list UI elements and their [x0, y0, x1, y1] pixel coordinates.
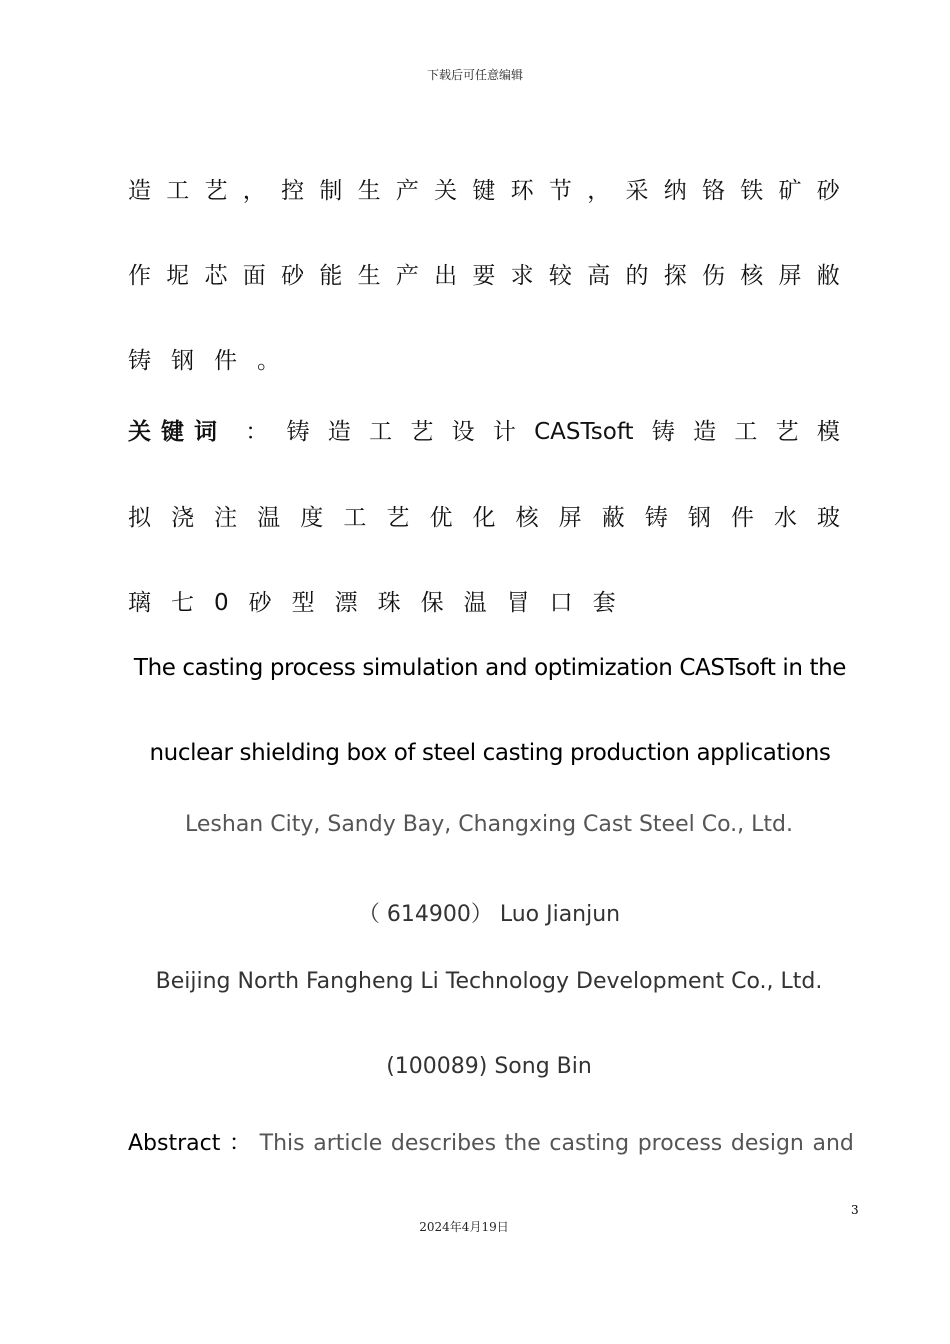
abstract-word: design	[730, 1131, 804, 1156]
body-char: 砂	[281, 263, 305, 289]
keyword-char: 漂	[334, 590, 358, 616]
keyword-char: 化	[472, 505, 496, 531]
body-char: 生	[357, 263, 381, 289]
body-char: 求	[510, 263, 534, 289]
body-char: 铬	[701, 178, 725, 204]
body-char: 节	[548, 178, 572, 204]
body-char: 件	[214, 348, 237, 374]
keyword-char: 优	[429, 505, 453, 531]
keyword-char: 保	[420, 590, 444, 616]
page-header: 下载后可任意编辑	[426, 68, 523, 82]
body-char: ，	[587, 178, 611, 204]
body-char: ，	[242, 178, 266, 204]
body-char: 造	[128, 178, 151, 204]
keyword-char: 蔽	[601, 505, 625, 531]
footer-date: 2024年4月19日	[419, 1220, 509, 1234]
keyword-char: 造	[693, 419, 717, 445]
keywords-line-1	[128, 413, 840, 446]
keyword-char: 七	[171, 590, 194, 616]
keyword-char: 璃	[128, 590, 151, 616]
keyword-char: ：	[245, 419, 269, 445]
body-char: 砂	[816, 178, 840, 204]
abstract-word: article	[313, 1131, 383, 1156]
body-char: 敝	[816, 263, 840, 289]
body-char: 矿	[778, 178, 802, 204]
body-char: 的	[625, 263, 649, 289]
body-char: 关	[434, 178, 458, 204]
body-char: 较	[548, 263, 572, 289]
body-char: 探	[663, 263, 687, 289]
keyword-char: 温	[257, 505, 281, 531]
body-char: 环	[510, 178, 534, 204]
keyword-char: 铸	[644, 505, 668, 531]
abstract-word: process	[637, 1131, 723, 1156]
keyword-char: 珠	[377, 590, 401, 616]
body-char: 钢	[171, 348, 194, 374]
keyword-char: 模	[816, 419, 840, 445]
keyword-char: 工	[734, 419, 758, 445]
body-char: 伤	[701, 263, 725, 289]
keyword-char: 设	[451, 419, 475, 445]
body-char: 制	[319, 178, 343, 204]
body-char: 产	[395, 178, 419, 204]
affiliation-2-code: (100089) Song Bin	[386, 1054, 592, 1079]
keyword-char: 艺	[386, 505, 410, 531]
english-title-line-2: nuclear shielding box of steel casting production applications	[149, 740, 831, 766]
keyword-char: 浇	[171, 505, 195, 531]
body-char: 出	[434, 263, 458, 289]
affiliation-1: Leshan City, Sandy Bay, Changxing Cast Steel Co., Ltd.	[185, 812, 793, 837]
keyword-char: 艺	[410, 419, 434, 445]
body-line-3	[128, 342, 840, 375]
keyword-char: 温	[463, 590, 487, 616]
keyword-char: 拟	[128, 505, 151, 531]
abstract-colon: ：	[228, 1131, 251, 1156]
affiliation-2: Beijing North Fangheng Li Technology Development Co., Ltd.	[155, 969, 823, 994]
affiliation-1-code: （ 614900） Luo Jianjun	[357, 902, 621, 927]
body-char: 面	[242, 263, 266, 289]
body-char: 屏	[778, 263, 802, 289]
keyword-char: 口	[549, 590, 573, 616]
keyword-char: 水	[773, 505, 797, 531]
keyword-char: 注	[214, 505, 238, 531]
keyword-char: 0	[214, 590, 229, 616]
body-char: 铁	[740, 178, 764, 204]
keywords-line-2	[128, 499, 840, 532]
keyword-char: 屏	[558, 505, 582, 531]
keyword-char: 型	[291, 590, 315, 616]
abstract-word: This	[259, 1131, 305, 1156]
body-line-2	[128, 257, 840, 290]
keyword-char: 件	[730, 505, 754, 531]
keyword-char: 铸	[286, 419, 310, 445]
keyword-char: 造	[327, 419, 351, 445]
page-number: 3	[851, 1203, 859, 1217]
abstract-label: Abstract	[128, 1131, 221, 1156]
keyword-char: 计	[492, 419, 516, 445]
keyword-char: 砂	[248, 590, 272, 616]
keyword-char: 冒	[506, 590, 530, 616]
keyword-char: 艺	[775, 419, 799, 445]
body-char: 键	[472, 178, 496, 204]
keyword-char: 套	[592, 590, 616, 616]
abstract-line	[128, 1126, 854, 1157]
english-title-line-1: The casting process simulation and optimization CASTsoft in the	[133, 655, 847, 681]
body-char: 高	[587, 263, 611, 289]
body-char: 工	[166, 178, 190, 204]
body-char: 坭	[166, 263, 190, 289]
body-char: 核	[740, 263, 764, 289]
keywords-label: 关键词	[128, 419, 227, 445]
keyword-char: 铸	[651, 419, 675, 445]
body-char: 作	[128, 263, 151, 289]
body-char: 要	[472, 263, 496, 289]
abstract-word: casting	[549, 1131, 630, 1156]
body-char: 艺	[204, 178, 228, 204]
abstract-word: and	[812, 1131, 854, 1156]
keywords-line-3	[128, 584, 616, 617]
abstract-word: describes	[390, 1131, 497, 1156]
keyword-char: 工	[369, 419, 393, 445]
body-char: 。	[257, 348, 280, 374]
keyword-char: 度	[300, 505, 324, 531]
body-char: 纳	[663, 178, 687, 204]
keyword-char: CASTsoft	[534, 419, 634, 445]
body-char: 控	[281, 178, 305, 204]
body-char: 产	[395, 263, 419, 289]
body-char: 能	[319, 263, 343, 289]
keyword-char: 核	[515, 505, 539, 531]
keyword-char: 工	[343, 505, 367, 531]
keyword-char: 钢	[687, 505, 711, 531]
abstract-word: the	[504, 1131, 541, 1156]
keyword-char: 玻	[817, 505, 840, 531]
body-line-1	[128, 172, 840, 205]
body-char: 生	[357, 178, 381, 204]
body-char: 芯	[204, 263, 228, 289]
body-char: 采	[625, 178, 649, 204]
body-char: 铸	[128, 348, 151, 374]
